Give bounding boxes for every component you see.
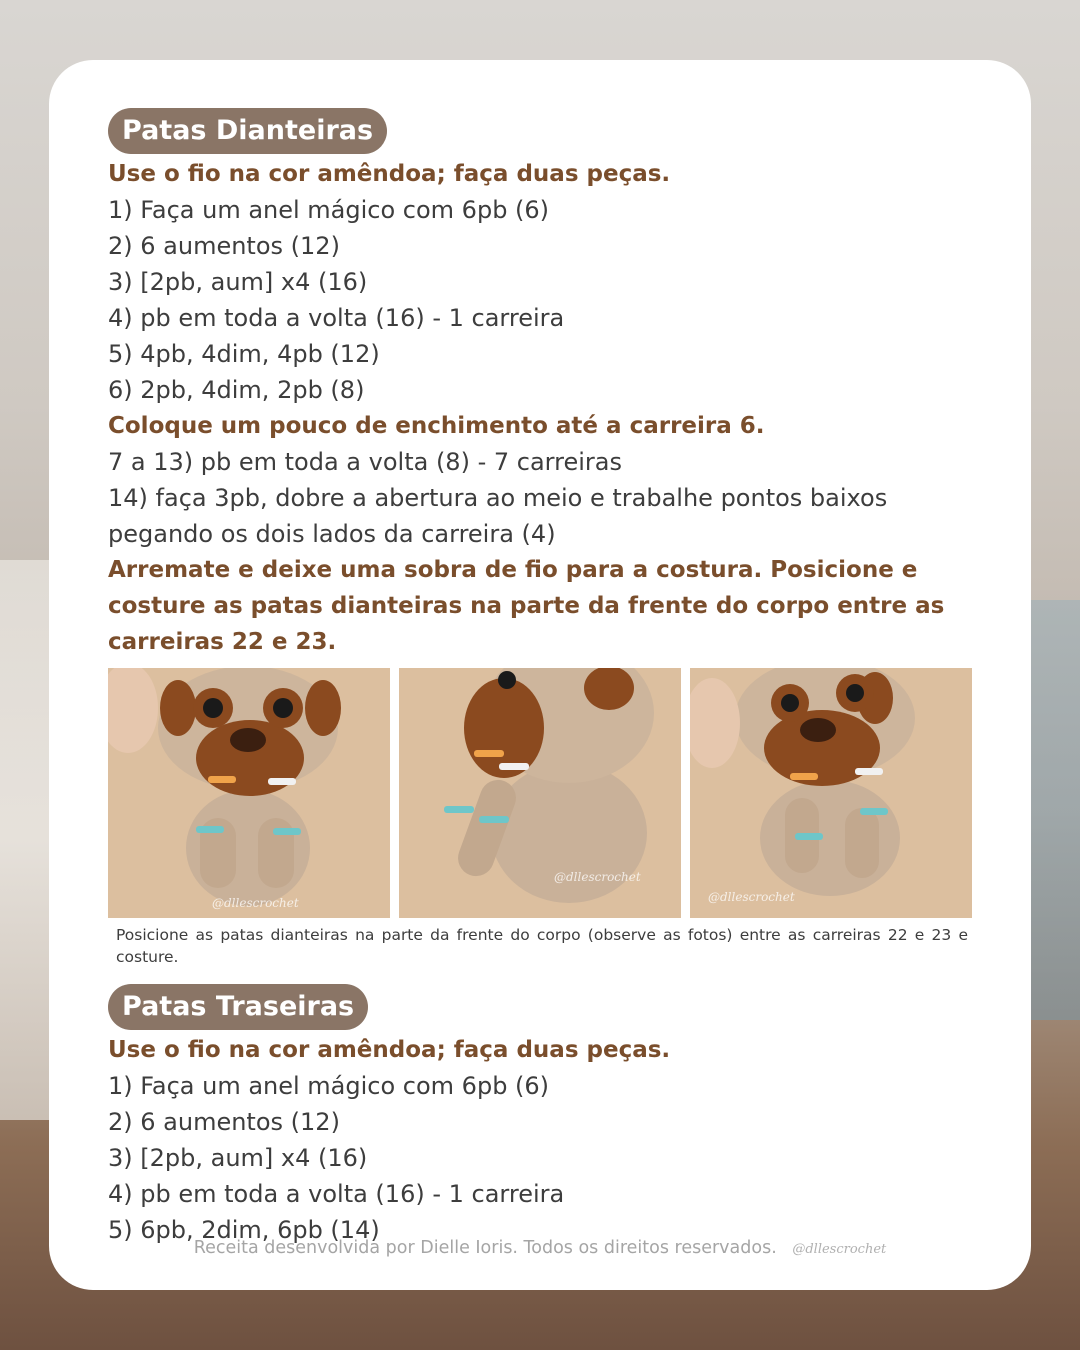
footer (49, 1238, 1031, 1258)
hind-legs-step: 1) Faça um anel mágico com 6pb (6) (108, 1072, 550, 1100)
hind-legs-step: 2) 6 aumentos (12) (108, 1108, 340, 1136)
front-legs-step: 2) 6 aumentos (12) (108, 232, 340, 260)
hind-legs-step: 3) [2pb, aum] x4 (16) (108, 1144, 368, 1172)
photo-strip (108, 668, 972, 918)
copyright-text: Receita desenvolvida por Dielle Ioris. Todos os direitos reservados. (193, 1238, 777, 1258)
hind-legs-intro: Use o fio na cor amêndoa; faça duas peças. (108, 1037, 671, 1063)
front-legs-step: 5) 4pb, 4dim, 4pb (12) (108, 340, 380, 368)
signature-logo: @dllescrochet (792, 1242, 887, 1257)
amigurumi-photo-front-2 (690, 668, 972, 918)
front-legs-step: 4) pb em toda a volta (16) - 1 carreira (108, 304, 565, 332)
front-legs-finish-note: Arremate e deixe uma sobra de fio para a costura. Posicione e costure as patas dianteiras na parte da frente do corpo entre as carreiras 22 e 23. (108, 557, 945, 655)
hind-legs-step: 5) 6pb, 2dim, 6pb (14) (108, 1216, 380, 1244)
front-legs-intro: Use o fio na cor amêndoa; faça duas peças. (108, 161, 671, 187)
front-legs-step: 1) Faça um anel mágico com 6pb (6) (108, 196, 550, 224)
amigurumi-photo-front (108, 668, 390, 918)
photo-caption: Posicione as patas dianteiras na parte da frente do corpo (observe as fotos) entre as carreiras 22 e 23 e costure. (116, 926, 968, 966)
amigurumi-illustration (690, 668, 972, 918)
recipe-content (108, 108, 978, 1248)
hind-legs-step: 4) pb em toda a volta (16) - 1 carreira (108, 1180, 565, 1208)
photo-watermark: @dllescrochet (212, 896, 299, 910)
front-legs-step: 6) 2pb, 4dim, 2pb (8) (108, 376, 365, 404)
front-legs-step: 3) [2pb, aum] x4 (16) (108, 268, 368, 296)
photo-watermark: @dllescrochet (708, 890, 795, 904)
photo-watermark: @dllescrochet (554, 870, 641, 884)
recipe-card (49, 60, 1031, 1290)
front-legs-stuffing-note: Coloque um pouco de enchimento até a carreira 6. (108, 413, 765, 439)
section-title-hind-legs: Patas Traseiras (108, 984, 368, 1030)
amigurumi-illustration (108, 668, 390, 918)
front-legs-step: 7 a 13) pb em toda a volta (8) - 7 carreiras (108, 448, 622, 476)
amigurumi-photo-side (399, 668, 681, 918)
section-title-front-legs: Patas Dianteiras (108, 108, 387, 154)
front-legs-step: 14) faça 3pb, dobre a abertura ao meio e trabalhe pontos baixos pegando os dois lados da carreira (4) (108, 484, 888, 548)
